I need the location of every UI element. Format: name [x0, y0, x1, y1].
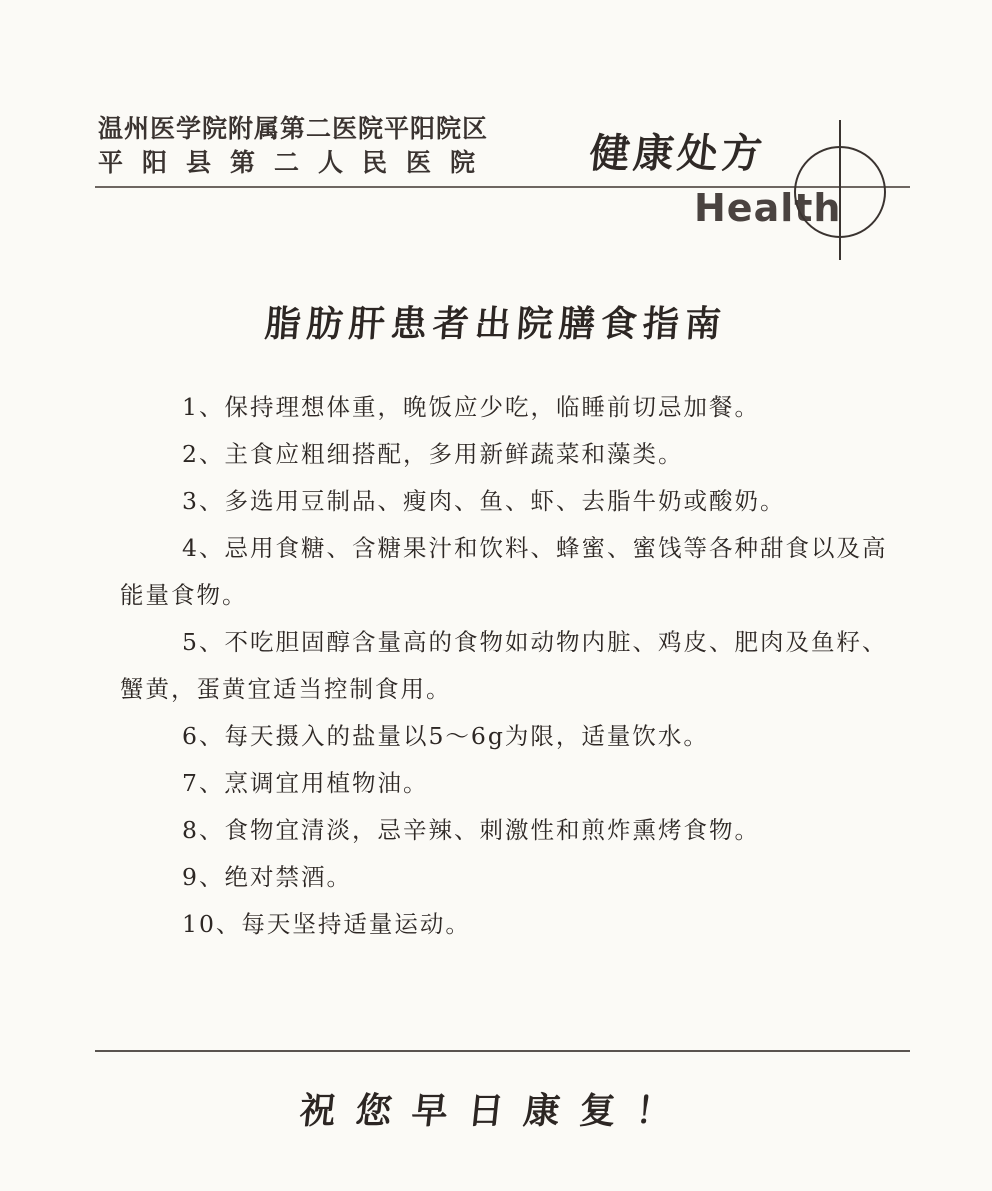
guideline-item: 3、多选用豆制品、瘦肉、鱼、虾、去脂牛奶或酸奶。: [182, 487, 786, 515]
guideline-item: 4、忌用食糖、含糖果汁和饮料、蜂蜜、蜜饯等各种甜食以及高能量食物。: [120, 534, 888, 609]
brand-title-cn: 健康处方: [587, 130, 769, 177]
brand-title-en: Health: [694, 186, 842, 230]
guideline-item: 2、主食应粗细搭配，多用新鲜蔬菜和藻类。: [182, 440, 684, 468]
hospital-names: [98, 112, 494, 180]
guideline-list: [120, 384, 900, 948]
footer-divider: [95, 1050, 910, 1052]
hospital-name-secondary: 平阳县第二人民医院: [98, 148, 495, 177]
document-title: 脂肪肝患者出院膳食指南: [263, 303, 729, 345]
guideline-item: 7、烹调宜用植物油。: [182, 769, 429, 797]
closing-wish: 祝您早日康复！: [297, 1090, 694, 1132]
guideline-item: 6、每天摄入的盐量以5～6g为限，适量饮水。: [182, 722, 709, 750]
guideline-item: 9、绝对禁酒。: [182, 863, 352, 891]
guideline-item: 8、食物宜清淡，忌辛辣、刺激性和煎炸熏烤食物。: [182, 816, 760, 844]
guideline-item: 5、不吃胆固醇含量高的食物如动物内脏、鸡皮、肥肉及鱼籽、蟹黄，蛋黄宜适当控制食用。: [120, 628, 888, 703]
crosshair-logo-icon: [780, 120, 910, 260]
hospital-name-primary: 温州医学院附属第二医院平阳院区: [98, 114, 489, 143]
guideline-item: 10、每天坚持适量运动。: [182, 910, 471, 938]
guideline-item: 1、保持理想体重，晚饭应少吃，临睡前切忌加餐。: [182, 393, 760, 421]
